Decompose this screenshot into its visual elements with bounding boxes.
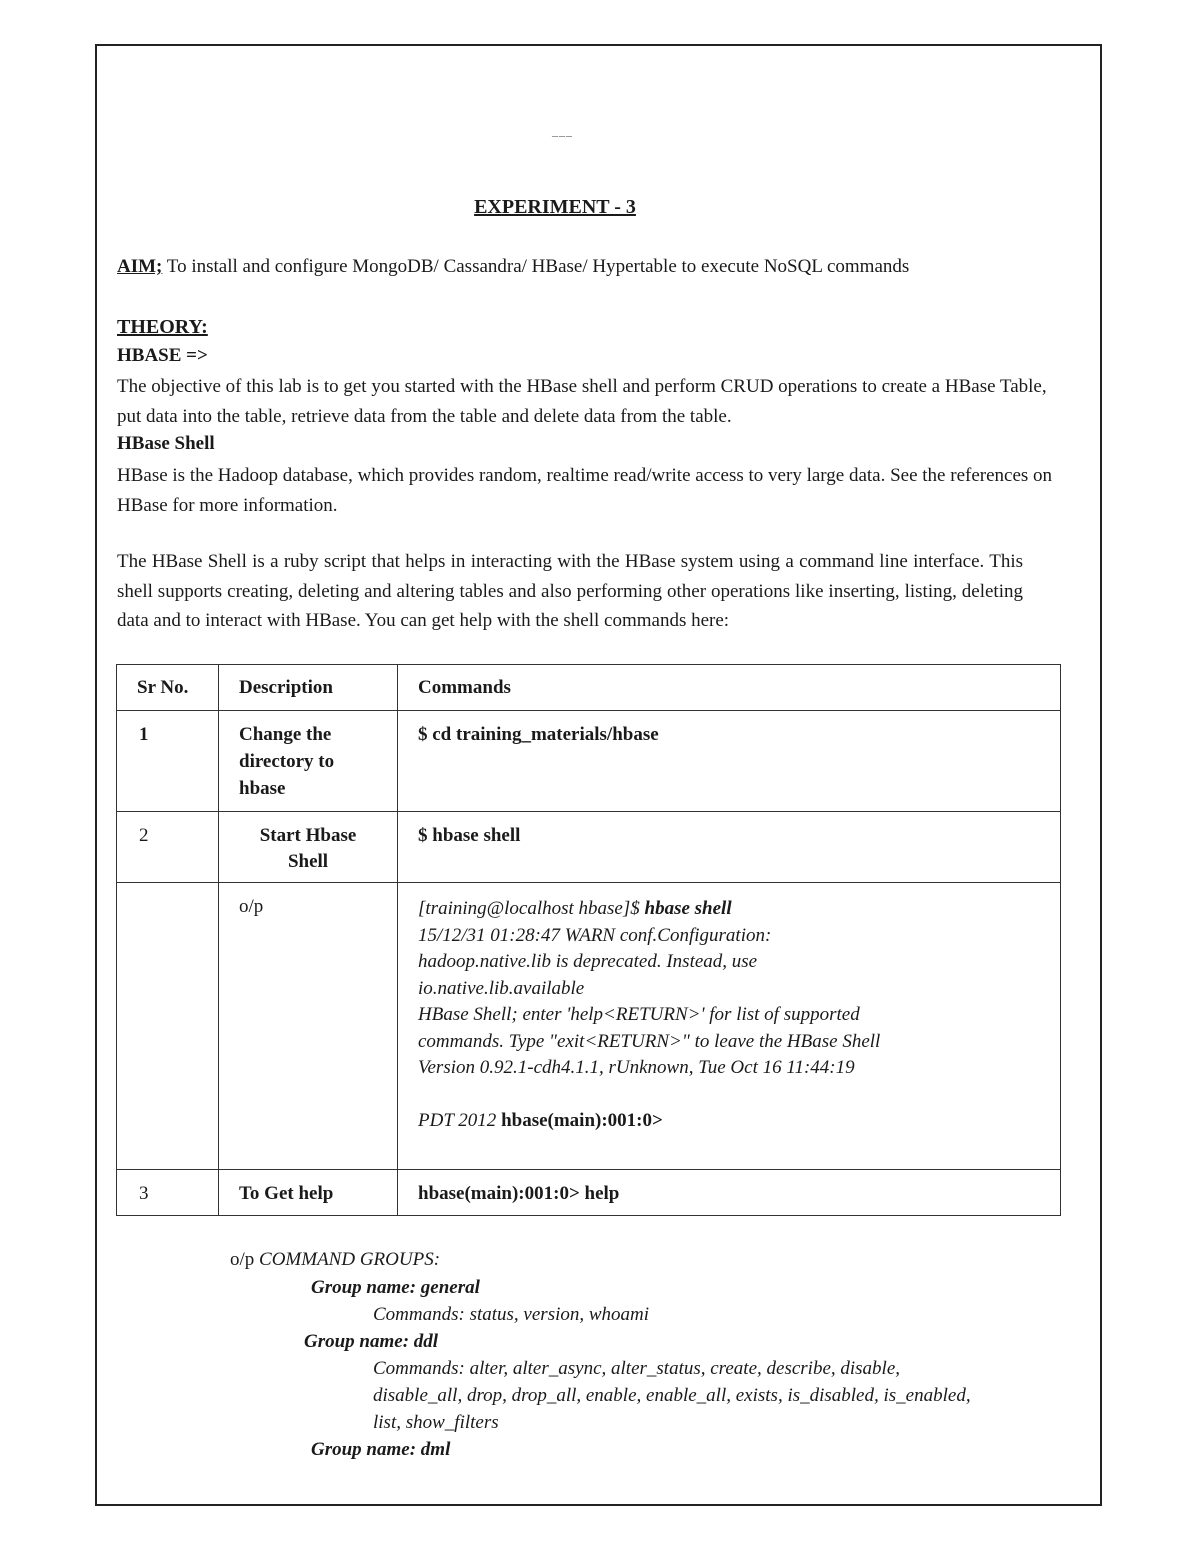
group-commands-general: Commands: status, version, whoami [373, 1304, 650, 1325]
sr-cell: 2 [117, 812, 219, 883]
group-commands-ddl: disable_all, drop, drop_all, enable, enable_all, exists, is_disabled, is_enabled, [373, 1385, 971, 1406]
output-line: hadoop.native.lib is deprecated. Instead, use [418, 951, 758, 972]
output-line: io.native.lib.available [418, 977, 585, 999]
aim-text: To install and configure MongoDB/ Cassandra/ HBase/ Hypertable to execute NoSQL commands [162, 256, 910, 277]
description-cell: Change the directory to hbase [219, 711, 398, 812]
hbase-heading: HBASE => [117, 345, 208, 366]
sr-cell: 1 [117, 711, 219, 812]
hbase-description-paragraph: HBase is the Hadoop database, which provides random, realtime read/write access to very large data. See the references on HBase for more information. [117, 465, 1053, 516]
table-header-row [117, 665, 1061, 711]
group-commands-ddl: Commands: alter, alter_async, alter_status, create, describe, disable, [373, 1358, 901, 1379]
header-cell: Commands [398, 665, 1061, 711]
group-name-ddl: Group name: ddl [304, 1331, 439, 1352]
description-cell: To Get help [219, 1170, 398, 1216]
aim-line [117, 256, 909, 278]
sr-cell [117, 883, 219, 1170]
sr-cell: 3 [117, 1170, 219, 1216]
output-line: [training@localhost hbase]$ hbase shell [418, 898, 732, 919]
group-name-general: Group name: general [311, 1277, 480, 1298]
command-cell: $ cd training_materials/hbase [398, 711, 1061, 812]
output-line: PDT 2012 hbase(main):001:0> [418, 1109, 663, 1131]
experiment-title: EXPERIMENT - 3 [474, 196, 636, 218]
hbase-shell-paragraph: The HBase Shell is a ruby script that helps in interacting with the HBase system using a command line interface. This shell supports creating, deleting and altering tables and also performing other operations like inserting, listing, deleting data and to interact with HBase. You can get help with the shell commands here: [117, 551, 1023, 631]
objective-paragraph: The objective of this lab is to get you started with the HBase shell and perform CRUD operations to create a HBase Table, put data into the table, retrieve data from the table and delete data from the table. [117, 376, 1047, 427]
header-mark: ___ [552, 124, 573, 138]
output-line: Version 0.92.1-cdh4.1.1, rUnknown, Tue Oct 16 11:44:19 [418, 1057, 855, 1078]
table-row [117, 711, 1061, 812]
theory-heading: THEORY: [117, 316, 208, 338]
output-cell [398, 883, 1061, 1170]
output-line: commands. Type "exit<RETURN>" to leave the HBase Shell [418, 1030, 881, 1052]
group-name-dml: Group name: dml [311, 1439, 451, 1460]
group-commands-ddl: list, show_filters [373, 1412, 499, 1433]
table-row [117, 1170, 1061, 1216]
command-cell: $ hbase shell [398, 812, 1061, 883]
description-cell: o/p [219, 883, 398, 1170]
hbase-shell-heading: HBase Shell [117, 433, 215, 454]
output-line: HBase Shell; enter 'help<RETURN>' for list of supported [418, 1004, 860, 1025]
output-line: 15/12/31 01:28:47 WARN conf.Configuration: [418, 924, 772, 946]
header-cell: Description [219, 665, 398, 711]
table-row [117, 883, 1061, 1170]
commands-table [116, 664, 1061, 1216]
groups-intro: o/p COMMAND GROUPS: [230, 1249, 441, 1270]
header-cell: Sr No. [117, 665, 219, 711]
shell-output [398, 883, 1060, 1134]
description-cell: Start Hbase Shell [219, 812, 398, 883]
command-cell: hbase(main):001:0> help [398, 1170, 1061, 1216]
table-row [117, 812, 1061, 883]
aim-label: AIM; [117, 256, 163, 277]
